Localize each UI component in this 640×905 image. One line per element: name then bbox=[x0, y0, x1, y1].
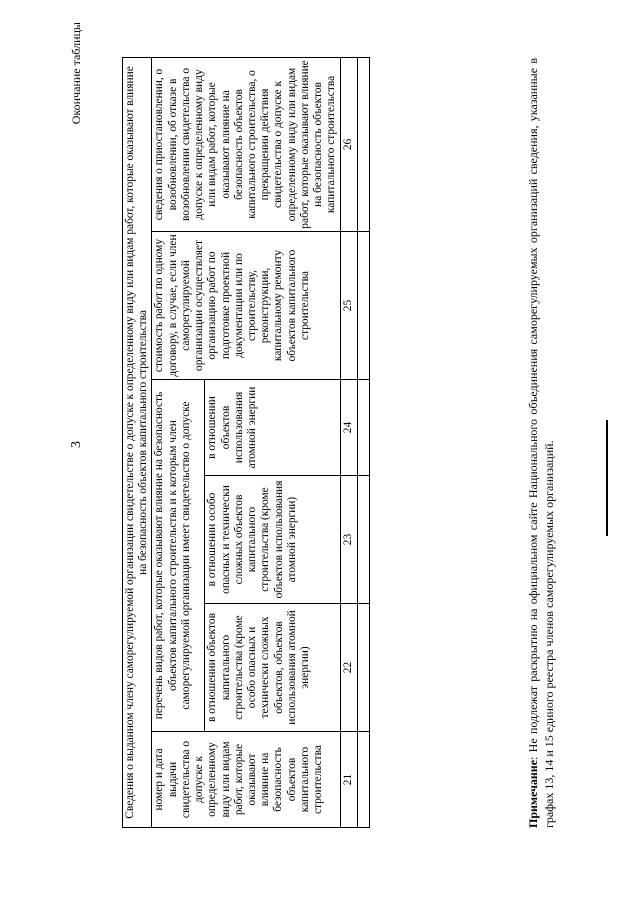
footnote-text: : Не подлежат раскрытию на официальном сайте Национального объединения саморегулируемых организаций сведения, указанные в графах 13, 14 и 15 единого реестра членов саморегулируемых организаций. bbox=[526, 58, 556, 828]
table-empty-row bbox=[357, 57, 369, 827]
works-group-header: перечень видов работ, которые оказывают влияние на безопасность объектов капитального строительства и к которым член саморегулируемой организации имеет свидетельство о допуске bbox=[152, 380, 205, 732]
footnote bbox=[526, 58, 557, 828]
col26-header: сведения о приостановлении, о возобновлении, об отказе в возобновлении свидетельства о допуске к определенному виду или видам работ, которые оказывают влияние на безопасность объектов капитального строительства, о прекращении действия свидетельства о допуске к определенному виду или видам работ, которые оказывают влияние на безопасность объектов капитального строительства bbox=[152, 57, 340, 231]
col-number: 22 bbox=[340, 604, 357, 732]
col24-header: в отношении объектов использования атомной энергии bbox=[205, 380, 340, 476]
table-main-header: Сведения о выданном члену саморегулируемой организации свидетельстве о допуске к определенному виду или видам работ, которые оказывают влияние на безопасность объектов капитального строительства bbox=[123, 57, 152, 827]
col22-header: в отношении объектов капитального строительства (кроме особо опасных и технически сложных объектов, объектов использования атомной энергии) bbox=[205, 604, 340, 732]
col-number: 23 bbox=[340, 476, 357, 604]
page-number: 3 bbox=[69, 441, 84, 448]
rotated-page-content bbox=[12, 12, 632, 892]
footnote-label: Примечание bbox=[526, 759, 540, 828]
col25-header: стоимость работ по одному договору, в случае, если член саморегулируемой организации осуществляет организацию работ по подготовке проектной документации или по строительству, реконструкции, капитальному ремонту объектов капитального строительства bbox=[152, 232, 340, 380]
col21-header: номер и дата выдачи свидетельства о допуске к определенному виду или видам работ, которые оказывают влияние на безопасность объектов капитального строительства bbox=[152, 732, 340, 828]
table-end-caption: Окончание таблицы bbox=[69, 22, 83, 125]
col-number: 21 bbox=[340, 732, 357, 828]
col-number: 24 bbox=[340, 380, 357, 476]
registry-table bbox=[122, 57, 370, 828]
col23-header: в отношении особо опасных и технически сложных объектов капитального строительства (кроме объектов использования атомной энергии) bbox=[205, 476, 340, 604]
col-number: 26 bbox=[340, 57, 357, 231]
col-number: 25 bbox=[340, 232, 357, 380]
